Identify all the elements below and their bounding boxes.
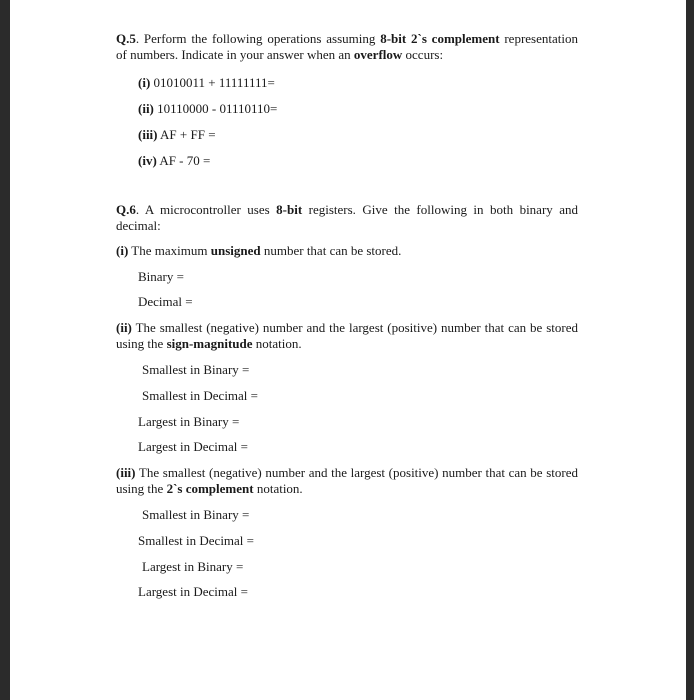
q5-item-3: (iii) AF + FF = [138,127,216,142]
q6-number: Q.6 [116,202,136,217]
q5-number: Q.5 [116,31,136,46]
q5-item-4: (iv) AF - 70 = [138,153,211,168]
q6-part3-largest-binary: Largest in Binary = [142,559,244,574]
q6-part2-largest-decimal: Largest in Decimal = [138,439,248,454]
left-page-edge [0,0,10,700]
q6-part2-smallest-binary: Smallest in Binary = [142,362,250,377]
q6-part2-prompt: (ii) The smallest (negative) number and the largest (positive) number that can be stored using the sign-magnitude notation. [116,320,578,351]
q5-item-2: (ii) 10110000 - 01110110= [138,101,278,116]
q6-part3-largest-decimal: Largest in Decimal = [138,584,248,599]
q6-part3-prompt: (iii) The smallest (negative) number and the largest (positive) number that can be stored using the 2`s complement notation. [116,465,578,496]
q6-part1-decimal: Decimal = [138,294,193,309]
q6-part1-prompt: (i) The maximum unsigned number that can be stored. [116,243,402,258]
q5-intro: Q.5. Perform the following operations assuming 8-bit 2`s complement representation of numbers. Indicate in your answer when an overflow occurs: [116,31,578,62]
q6-part1-binary: Binary = [138,269,184,284]
q6-part3-smallest-binary: Smallest in Binary = [142,507,250,522]
right-page-edge [686,0,694,700]
q5-item-1: (i) 01010011 + 11111111= [138,75,275,90]
q6-part2-smallest-decimal: Smallest in Decimal = [142,388,259,403]
q6-part3-smallest-decimal: Smallest in Decimal = [138,533,255,548]
q6-intro: Q.6. A microcontroller uses 8-bit registers. Give the following in both binary and decimal: [116,202,579,233]
q6-part2-largest-binary: Largest in Binary = [138,414,240,429]
